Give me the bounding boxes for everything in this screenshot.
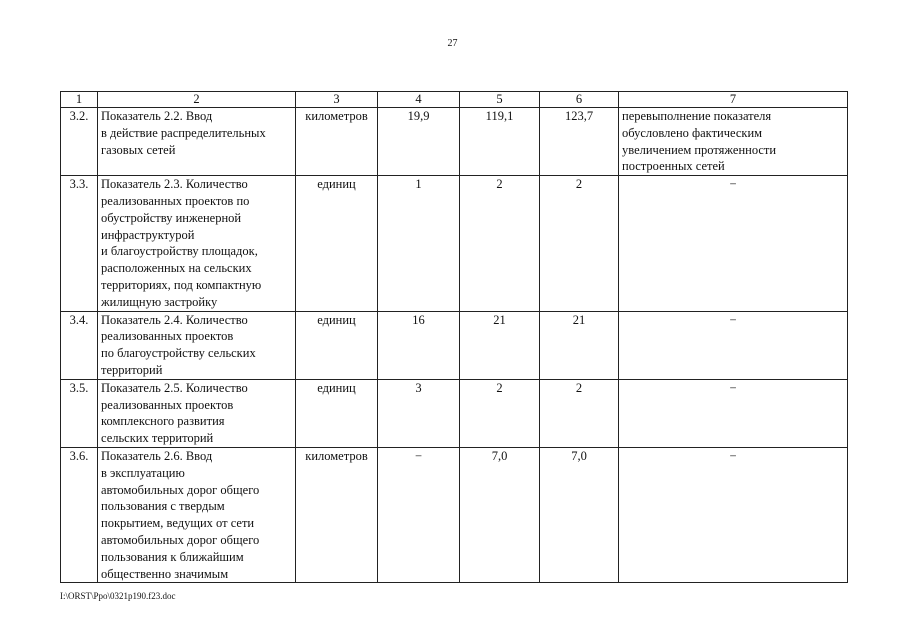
value-col5: 2	[460, 176, 540, 311]
indicator-name	[98, 176, 296, 311]
indicator-line: инфраструктурой	[101, 227, 195, 242]
indicator-line: автомобильных дорог общего	[101, 482, 260, 497]
unit-cell: километров	[296, 447, 378, 582]
row-number: 3.6.	[61, 447, 98, 582]
row-number: 3.4.	[61, 311, 98, 379]
unit-cell: единиц	[296, 176, 378, 311]
row-number: 3.2.	[61, 108, 98, 176]
indicator-name	[98, 108, 296, 176]
indicator-line: обустройству инженерной	[101, 210, 242, 225]
indicator-line: Показатель 2.2. Ввод	[101, 109, 213, 123]
indicator-line: пользования к ближайшим	[101, 549, 244, 564]
row-number: 3.3.	[61, 176, 98, 311]
page-number: 27	[447, 38, 458, 49]
column-header: 7	[619, 92, 848, 108]
indicator-line: газовых сетей	[101, 142, 176, 157]
indicator-line: реализованных проектов	[101, 329, 234, 344]
indicator-line: комплексного развития	[101, 414, 225, 429]
unit-cell: единиц	[296, 311, 378, 379]
note-line: увеличением протяженности	[622, 142, 777, 157]
column-header: 2	[98, 92, 296, 108]
table-row	[61, 108, 848, 176]
value-col5: 21	[460, 311, 540, 379]
value-col5: 7,0	[460, 447, 540, 582]
table-row	[61, 311, 848, 379]
indicator-name	[98, 379, 296, 447]
unit-cell: километров	[296, 108, 378, 176]
indicator-line: Показатель 2.4. Количество	[101, 312, 248, 327]
note-cell	[619, 447, 848, 582]
value-col4: 3	[378, 379, 460, 447]
indicator-line: сельских территорий	[101, 431, 214, 446]
indicator-line: в действие распределительных	[101, 125, 266, 140]
document-path-footer: I:\ORST\Ppo\0321p190.f23.doc	[60, 591, 176, 601]
indicator-name	[98, 447, 296, 582]
table-row	[61, 379, 848, 447]
row-number: 3.5.	[61, 379, 98, 447]
indicator-line: расположенных на сельских	[101, 261, 252, 276]
indicator-line: территориях, под компактную	[101, 277, 262, 292]
indicators-table	[60, 91, 848, 583]
indicator-line: Показатель 2.5. Количество	[101, 380, 248, 395]
note-dash: −	[729, 177, 737, 192]
value-col5: 2	[460, 379, 540, 447]
column-header: 1	[61, 92, 98, 108]
column-header: 5	[460, 92, 540, 108]
column-number-row	[61, 92, 848, 108]
note-cell	[619, 311, 848, 379]
indicator-line: пользования с твердым	[101, 499, 225, 514]
indicator-line: покрытием, ведущих от сети	[101, 516, 255, 531]
note-dash: −	[729, 312, 737, 327]
indicator-line: Показатель 2.6. Ввод	[101, 448, 213, 463]
value-col6: 2	[540, 176, 619, 311]
note-line: обусловлено фактическим	[622, 125, 763, 140]
value-col5: 119,1	[460, 108, 540, 176]
indicator-line: жилищную застройку	[101, 294, 218, 309]
table-row	[61, 447, 848, 582]
note-cell	[619, 379, 848, 447]
indicator-line: реализованных проектов	[101, 397, 234, 412]
note-dash: −	[729, 448, 737, 463]
table-row	[61, 176, 848, 311]
value-col6: 7,0	[540, 447, 619, 582]
indicator-line: и благоустройству площадок,	[101, 244, 258, 259]
note-line: перевыполнение показателя	[622, 109, 772, 123]
value-col4: 16	[378, 311, 460, 379]
value-col6: 123,7	[540, 108, 619, 176]
note-dash: −	[729, 380, 737, 395]
value-col6: 21	[540, 311, 619, 379]
indicator-line: по благоустройству сельских	[101, 346, 256, 361]
indicator-line: в эксплуатацию	[101, 465, 185, 480]
indicator-line: Показатель 2.3. Количество	[101, 177, 248, 192]
note-cell	[619, 108, 848, 176]
value-col4: 19,9	[378, 108, 460, 176]
unit-cell: единиц	[296, 379, 378, 447]
note-line: построенных сетей	[622, 159, 725, 174]
column-header: 6	[540, 92, 619, 108]
note-cell	[619, 176, 848, 311]
indicator-line: реализованных проектов по	[101, 193, 250, 208]
column-header: 3	[296, 92, 378, 108]
value-col4: 1	[378, 176, 460, 311]
value-col6: 2	[540, 379, 619, 447]
indicator-line: общественно значимым	[101, 566, 229, 581]
indicator-line: территорий	[101, 362, 163, 377]
indicator-line: автомобильных дорог общего	[101, 532, 260, 547]
column-header: 4	[378, 92, 460, 108]
value-col4: −	[378, 447, 460, 582]
indicator-name	[98, 311, 296, 379]
